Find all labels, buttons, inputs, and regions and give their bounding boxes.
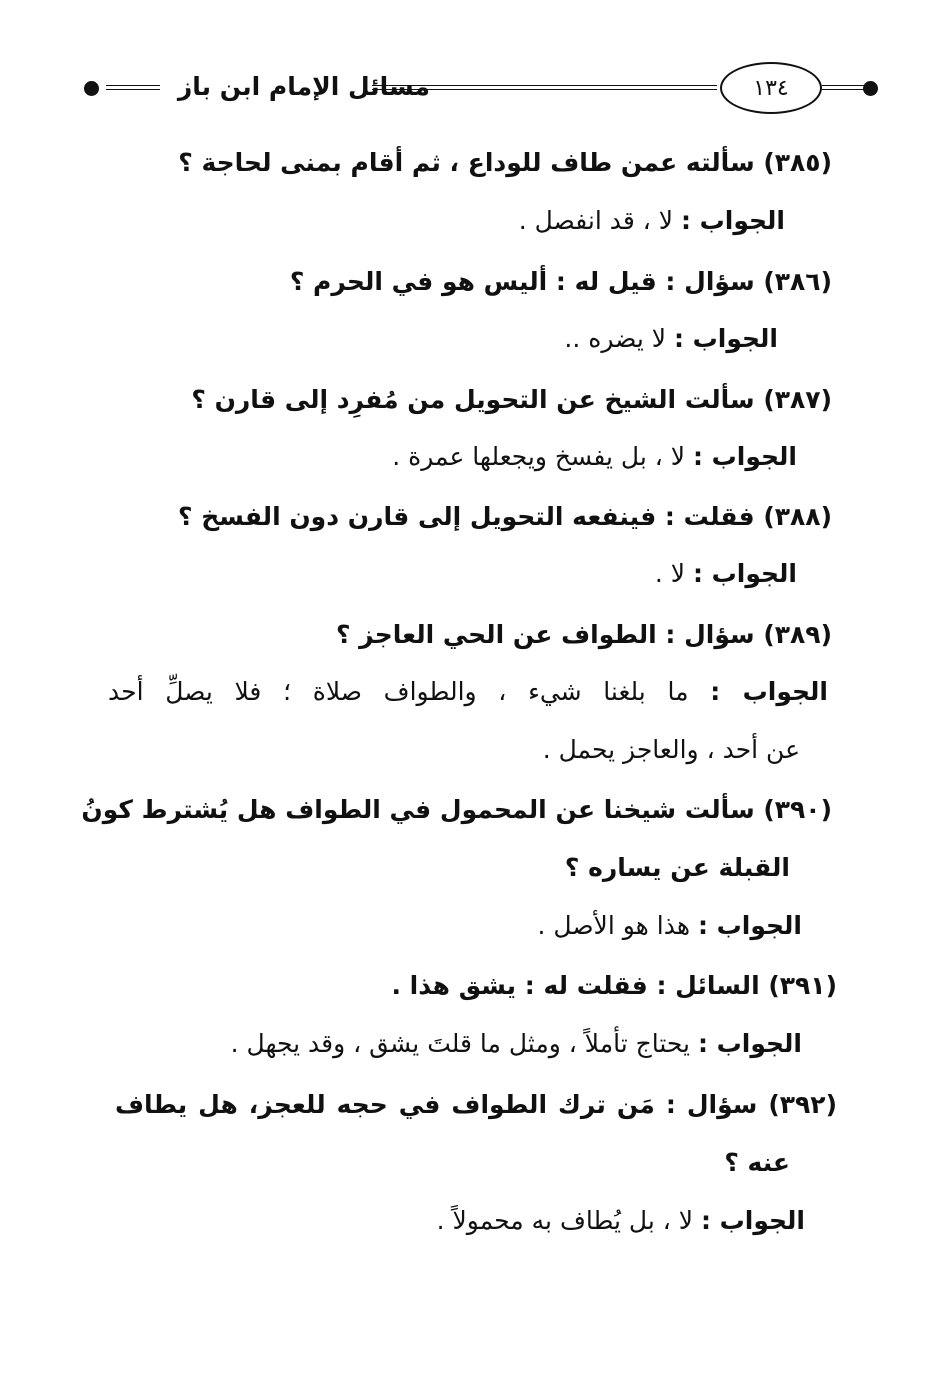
question-390-line2: القبلة عن يساره ؟ <box>564 853 790 882</box>
answer-text: هذا هو الأصل . <box>537 911 698 940</box>
question-390-line1: (٣٩٠) سألت شيخنا عن المحمول في الطواف هل يُشترط كونُ <box>81 795 832 824</box>
answer-label: الجواب : <box>673 324 778 353</box>
header-rule-left <box>106 85 160 90</box>
header-rule-right <box>822 85 868 90</box>
answer-label: الجواب : <box>710 677 828 706</box>
answer-label: الجواب : <box>680 206 785 235</box>
answer-text: لا ، قد انفصل . <box>518 206 681 235</box>
answer-391 <box>231 1024 802 1064</box>
running-title: مسائل الإمام ابن باز <box>177 72 430 101</box>
question-389: (٣٨٩) سؤال : الطواف عن الحي العاجز ؟ <box>335 620 832 649</box>
question-385: (٣٨٥) سألته عمن طاف للوداع ، ثم أقام بمنى لحاجة ؟ <box>178 148 832 177</box>
question-387: (٣٨٧) سألت الشيخ عن التحويل من مُفرِد إلى قارن ؟ <box>191 385 832 414</box>
answer-label: الجواب : <box>697 1029 802 1058</box>
answer-389-line2: عن أحد ، والعاجز يحمل . <box>542 735 800 764</box>
answer-label: الجواب : <box>700 1206 805 1235</box>
answer-387 <box>392 437 797 477</box>
ornament-dot-right <box>863 81 878 96</box>
question-392-line1: (٣٩٢) سؤال : مَن ترك الطواف في حجه للعجز، هل يطاف <box>115 1090 837 1119</box>
answer-text: يحتاج تأملاً ، ومثل ما قلتَ يشق ، وقد يجهل . <box>230 1029 698 1058</box>
answer-label: الجواب : <box>697 911 802 940</box>
ornament-dot-left <box>84 81 99 96</box>
answer-389-line1 <box>108 672 828 712</box>
answer-388 <box>655 554 797 594</box>
header-rule-middle <box>372 85 717 90</box>
answer-text: لا ، بل يفسخ ويجعلها عمرة . <box>392 442 693 471</box>
answer-text: ما بلغنا شيء ، والطواف صلاة ؛ فلا يصلِّ أحد <box>108 677 711 706</box>
answer-label: الجواب : <box>692 442 797 471</box>
answer-385 <box>519 201 785 241</box>
answer-label: الجواب : <box>692 559 797 588</box>
answer-386 <box>564 319 778 359</box>
question-386: (٣٨٦) سؤال : قيل له : أليس هو في الحرم ؟ <box>289 267 832 296</box>
question-392-line2: عنه ؟ <box>724 1148 790 1177</box>
answer-text: لا ، بل يُطاف به محمولاً . <box>436 1206 701 1235</box>
answer-390 <box>538 906 803 946</box>
page-number: ١٣٤ <box>720 62 822 114</box>
answer-392 <box>437 1201 805 1241</box>
question-391: (٣٩١) السائل : فقلت له : يشق هذا . <box>391 971 837 1000</box>
answer-text: لا يضره .. <box>564 324 674 353</box>
question-388: (٣٨٨) فقلت : فينفعه التحويل إلى قارن دون الفسخ ؟ <box>178 502 832 531</box>
answer-text: لا . <box>654 559 693 588</box>
page-header <box>70 58 880 118</box>
